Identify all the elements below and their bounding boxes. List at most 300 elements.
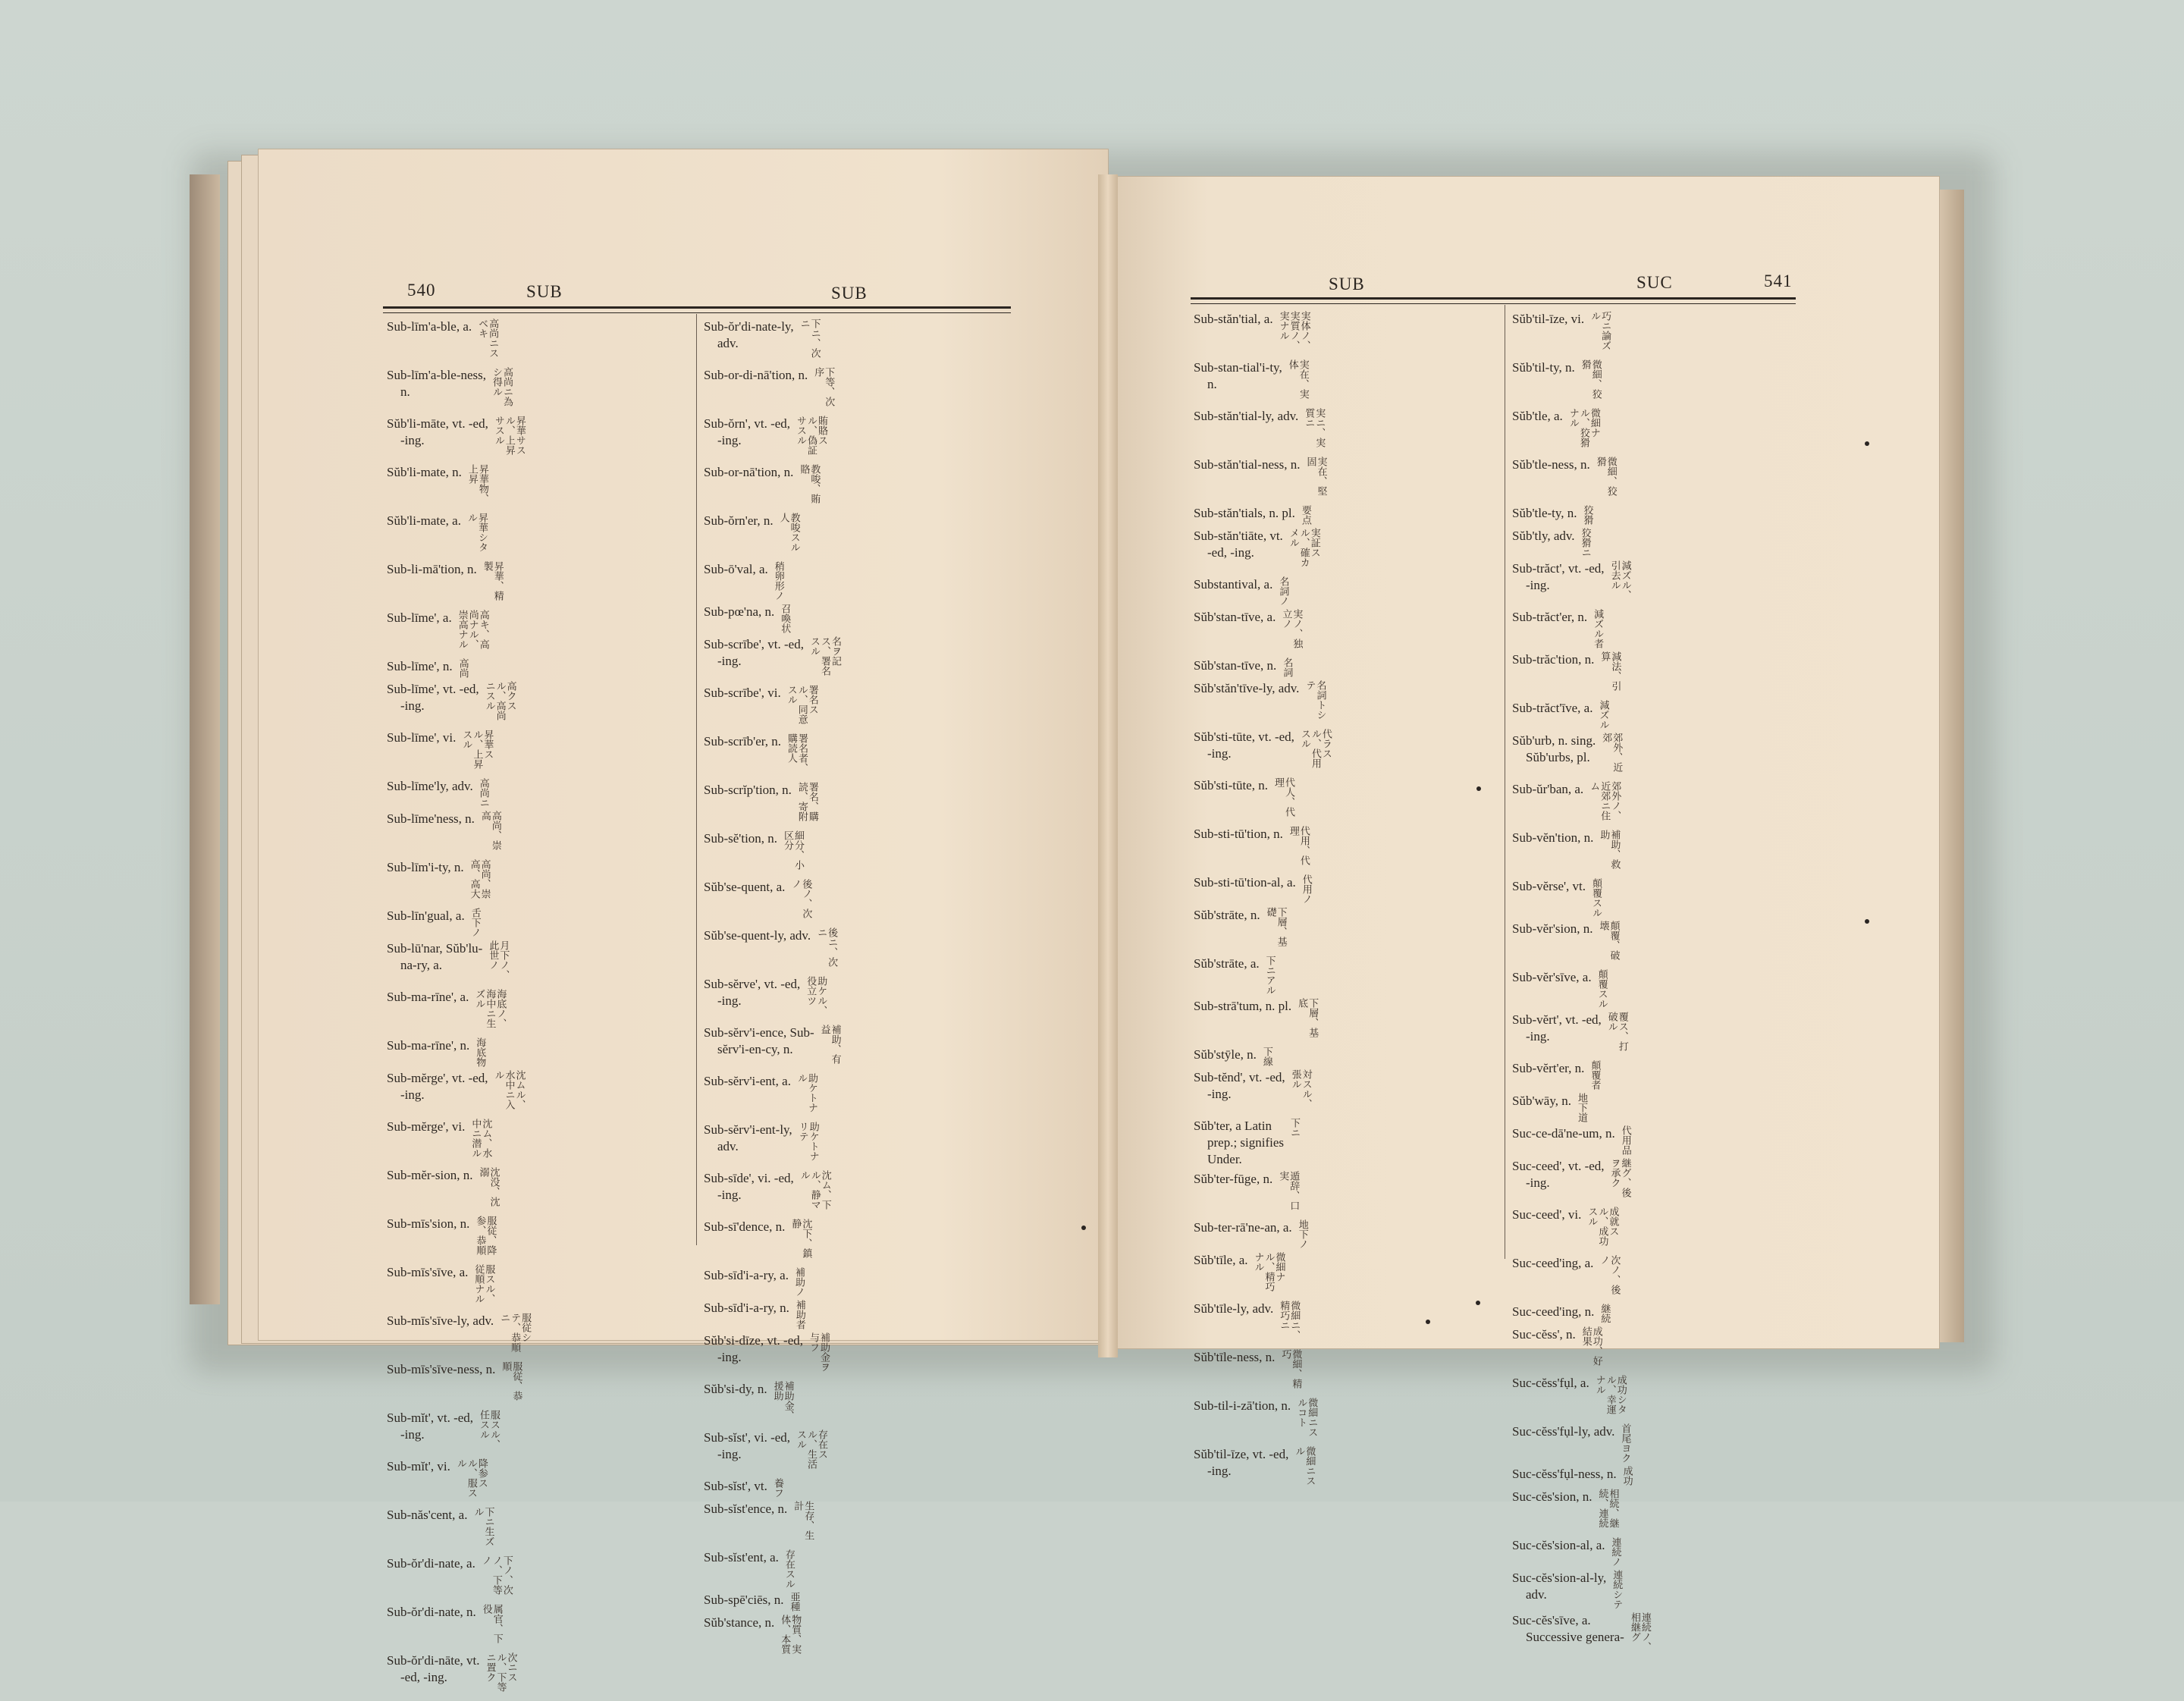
right-column-1 (1194, 311, 1497, 1495)
japanese-definition: 後ニ、次ニ (815, 927, 838, 967)
japanese-definition: 地下ノ (1296, 1219, 1308, 1249)
japanese-definition: 服従、降参、恭順 (474, 1216, 497, 1255)
entry-headword (1194, 528, 1283, 573)
japanese-definition: 下層、基底 (1296, 998, 1319, 1037)
entry-headword (387, 1070, 488, 1116)
dictionary-entry (1512, 1466, 1800, 1486)
entry-headword (387, 464, 462, 510)
japanese-definition: 昇華シタル (465, 513, 488, 552)
entry-headword (387, 1555, 475, 1601)
entry-headword (387, 561, 477, 607)
dictionary-entry (387, 730, 690, 775)
headword-text: Sŭb'tīle, a. (1194, 1253, 1248, 1267)
japanese-definition: 次ニスル、下等ニ置ク (484, 1652, 517, 1692)
japanese-definition: 降参スル、服スル (454, 1458, 488, 1498)
headword-text: Sub-ō'val, a. (704, 562, 768, 576)
entry-headword (1512, 878, 1586, 918)
dictionary-entry (1512, 1326, 1800, 1372)
entry-headword (1512, 528, 1575, 557)
dictionary-entry (1512, 781, 1800, 827)
entry-headword (1194, 609, 1276, 654)
headword-text: Sub-li-mā'tion, n. (387, 562, 477, 576)
entry-headword (1194, 1446, 1288, 1492)
left-column-2 (704, 319, 1007, 1663)
headword-text: Sub-ŏr'di-nate, a. (387, 1556, 475, 1571)
headword-text: Suc-cĕss'fụl-ly, adv. (1512, 1424, 1615, 1439)
japanese-definition: 成就スル、成功スル (1586, 1207, 1619, 1246)
headword-text: Sub-mīs'sīve-ly, adv. (387, 1313, 494, 1328)
entry-headword (1512, 609, 1587, 648)
headword-text: Sub-trăct'īve, a. (1512, 701, 1593, 715)
headword-text: Sŭb'li-mate, a. (387, 513, 461, 528)
japanese-definition: 微細、狡猾 (1579, 359, 1602, 399)
entry-headword (387, 1216, 469, 1261)
dictionary-entry (1194, 1171, 1497, 1216)
dictionary-entry (1512, 1060, 1800, 1090)
dictionary-entry (704, 1170, 1007, 1216)
entry-headword (1512, 505, 1577, 525)
entry-headword (387, 681, 479, 727)
headword-text: Sub-stăn'tial-ly, adv. (1194, 409, 1299, 423)
dictionary-entry (704, 1219, 1007, 1264)
entry-headword (704, 1267, 789, 1297)
dictionary-entry (704, 685, 1007, 730)
headword-text: Sub-mĭt', vi. (387, 1459, 450, 1473)
japanese-definition: 存在スル (783, 1549, 795, 1589)
dictionary-entry (1512, 1255, 1800, 1301)
right-page-number: 541 (1764, 271, 1793, 290)
headword-continuation: n. (400, 384, 410, 399)
dictionary-entry (387, 908, 690, 937)
headword-text: Sub-līn'gual, a. (387, 909, 465, 923)
headword-text: Sub-sĭst'ence, n. (704, 1502, 788, 1516)
entry-headword (1512, 1537, 1605, 1567)
headword-text: Sub-ma-rīne', n. (387, 1038, 470, 1053)
headword-continuation: -ing. (1526, 578, 1550, 592)
dictionary-entry (704, 1025, 1007, 1070)
entry-headword (1512, 1125, 1615, 1155)
entry-headword (1194, 826, 1283, 871)
japanese-definition: 顛覆スル (1596, 969, 1608, 1009)
entry-headword (1512, 560, 1605, 606)
dictionary-entry (704, 1073, 1007, 1119)
dictionary-entry (1512, 311, 1800, 356)
entry-headword (1512, 1012, 1602, 1057)
entry-headword (1194, 907, 1260, 952)
entry-headword (1512, 457, 1590, 502)
japanese-definition: 代人、代理 (1272, 777, 1294, 817)
headword-text: Sub-vĕrse', vt. (1512, 879, 1586, 893)
headword-text: Sub-mīs'sīve-ness, n. (387, 1362, 496, 1376)
dictionary-entry (704, 319, 1007, 364)
entry-headword (387, 416, 488, 461)
entry-headword (1512, 1158, 1605, 1204)
entry-headword (704, 1592, 784, 1612)
headword-continuation: Successive genera- (1526, 1630, 1624, 1644)
dictionary-entry (704, 733, 1007, 779)
entry-headword (704, 733, 781, 779)
entry-headword (704, 1332, 803, 1378)
headword-text: Sub-ŏr'di-nāte, vt. (387, 1653, 480, 1668)
dictionary-entry (704, 1478, 1007, 1498)
japanese-definition: 要点 (1299, 505, 1311, 525)
right-header-right: SUC (1636, 273, 1673, 292)
headword-text: Suc-ceed', vt. -ed, (1512, 1159, 1605, 1173)
dictionary-entry (704, 927, 1007, 973)
dictionary-entry (1512, 651, 1800, 697)
japanese-definition: 代用品 (1619, 1125, 1631, 1155)
headword-text: Sŭb'ter, a Latin (1194, 1119, 1272, 1133)
japanese-definition: 下線 (1260, 1047, 1272, 1066)
headword-text: Sub-sīde', vi. -ed, (704, 1171, 794, 1185)
japanese-definition: 召喚状 (779, 604, 791, 633)
japanese-definition: 次ノ、後ノ (1598, 1255, 1621, 1295)
dictionary-entry (1194, 1219, 1497, 1249)
japanese-definition: 相続、継続、連続 (1596, 1489, 1619, 1528)
headword-continuation: -ed, -ing. (1207, 545, 1254, 560)
entry-headword (387, 989, 469, 1034)
entry-headword (1512, 1093, 1571, 1122)
entry-headword (1194, 998, 1291, 1044)
headword-text: Sub-līme', vt. -ed, (387, 682, 479, 696)
dictionary-entry (387, 513, 690, 558)
headword-text: Sŭb'li-māte, vt. -ed, (387, 416, 488, 431)
japanese-definition: 下ニ、次ニ (798, 319, 821, 358)
japanese-definition: 下層、基礎 (1264, 907, 1287, 946)
dictionary-entry (1194, 576, 1497, 606)
entry-headword (1512, 830, 1593, 875)
headword-continuation: -ing. (400, 1427, 425, 1442)
dictionary-entry (704, 636, 1007, 682)
entry-headword (1512, 1375, 1589, 1420)
headword-text: Sub-mĕr-sion, n. (387, 1168, 473, 1182)
entry-headword (387, 730, 456, 775)
entry-headword (387, 1652, 480, 1698)
japanese-definition: 服スル、従順ナル (472, 1264, 495, 1304)
japanese-definition: 助ケル、役立ツ (805, 976, 827, 1015)
japanese-definition: 服従シテ、恭順ニ (498, 1313, 532, 1352)
headword-text: Sub-mīs'sion, n. (387, 1216, 470, 1231)
entry-headword (1512, 1255, 1593, 1301)
japanese-definition: 地下道 (1576, 1093, 1587, 1122)
dictionary-entry (387, 1037, 690, 1067)
dictionary-entry (704, 464, 1007, 510)
japanese-definition: 狡猾 (1581, 505, 1593, 525)
japanese-definition: 助ケトナル (795, 1073, 817, 1113)
japanese-definition: 後ノ、次ノ (789, 879, 812, 918)
headword-text: Suc-cĕss'fụl, a. (1512, 1376, 1589, 1390)
dictionary-entry (1512, 1158, 1800, 1204)
entry-headword (1512, 1570, 1606, 1609)
headword-continuation: Sŭb'urbs, pl. (1526, 750, 1590, 764)
japanese-definition: 連続ノ、相継グ (1628, 1612, 1651, 1652)
dictionary-entry (1194, 956, 1497, 995)
entry-headword (704, 879, 785, 924)
dictionary-entry (1512, 1093, 1800, 1122)
headword-text: Sub-ŏr'di-nate-ly, (704, 319, 794, 334)
entry-headword (387, 940, 482, 986)
headword-text: Sub-vĕn'tion, n. (1512, 830, 1594, 845)
dictionary-entry (704, 1381, 1007, 1426)
entry-headword (1194, 576, 1272, 606)
japanese-definition: 教唆スル人 (777, 513, 800, 552)
japanese-definition: 狡猾ニ (1579, 528, 1591, 557)
headword-text: Sub-scrĭp'tion, n. (704, 783, 792, 797)
entry-headword (704, 1478, 767, 1498)
headword-text: Sub-ŏrn'er, n. (704, 513, 774, 528)
entry-headword (1194, 1301, 1273, 1346)
entry-headword (387, 778, 473, 808)
entry-headword (1512, 408, 1563, 453)
headword-continuation: -ed, -ing. (400, 1670, 447, 1684)
dictionary-entry (1194, 680, 1497, 726)
entry-headword (704, 927, 811, 973)
headword-text: Sŭb'si-dy, n. (704, 1382, 767, 1396)
headword-continuation: -ing. (400, 698, 425, 713)
entry-headword (1512, 781, 1583, 827)
headword-continuation: sĕrv'i-en-cy, n. (717, 1042, 793, 1056)
left-column-1 (387, 319, 690, 1701)
dictionary-entry (1512, 1612, 1800, 1658)
paper-speck (1476, 786, 1481, 791)
japanese-definition: 存在スル、生活スル (795, 1430, 828, 1469)
entry-headword (1194, 1219, 1292, 1249)
dictionary-entry (704, 1332, 1007, 1378)
left-page-number: 540 (407, 281, 436, 300)
japanese-definition: 実ノ、独立ノ (1280, 609, 1303, 648)
headword-text: Sub-līm'i-ty, n. (387, 860, 464, 874)
entry-headword (387, 367, 486, 413)
headword-text: Sub-sĕrve', vt. -ed, (704, 977, 801, 991)
headword-continuation: -ing. (1526, 1029, 1550, 1044)
entry-headword (1512, 733, 1596, 778)
dictionary-entry (704, 1592, 1007, 1612)
entry-headword (1194, 777, 1268, 823)
dictionary-entry (1512, 1125, 1800, 1155)
headword-text: Sub-mĕrge', vi. (387, 1119, 466, 1134)
book-right-edge (1938, 190, 1964, 1342)
headword-text: Sub-līme', n. (387, 659, 453, 673)
japanese-definition: 服従、恭順 (500, 1361, 522, 1401)
dictionary-entry (704, 604, 1007, 633)
entry-headword (1194, 457, 1300, 502)
japanese-definition: 属官、下役 (480, 1604, 503, 1643)
dictionary-entry (1512, 1489, 1800, 1534)
headword-text: Sub-stan-tial'i-ty, (1194, 360, 1282, 375)
headword-text: Sub-scrībe', vt. -ed, (704, 637, 804, 651)
dictionary-entry (704, 1122, 1007, 1167)
dictionary-entry (1194, 359, 1497, 405)
headword-text: Sŭb'se-quent, a. (704, 880, 786, 894)
left-header-rule (383, 306, 1011, 313)
headword-text: Sub-trăct'er, n. (1512, 610, 1588, 624)
headword-text: Sŭb'sti-tūte, n. (1194, 778, 1268, 792)
japanese-definition: 下ニアル (1263, 956, 1276, 995)
dictionary-entry (1194, 1069, 1497, 1115)
entry-headword (1512, 969, 1592, 1009)
headword-text: Suc-ceed'ing, a. (1512, 1256, 1594, 1270)
entry-headword (704, 685, 781, 730)
japanese-definition: 連続シテ (1611, 1570, 1623, 1609)
japanese-definition: 名詞 (1281, 657, 1293, 677)
headword-text: Sub-lū'nar, Sŭb'lu- (387, 941, 483, 956)
headword-text: Suc-ceed'ing, n. (1512, 1304, 1595, 1319)
japanese-definition: 減ズル (1597, 700, 1609, 730)
headword-text: Sŭb'sti-tūte, vt. -ed, (1194, 730, 1294, 744)
dictionary-entry (704, 513, 1007, 558)
entry-headword (387, 658, 453, 678)
entry-headword (1512, 651, 1594, 697)
dictionary-entry (1512, 700, 1800, 730)
entry-headword (704, 416, 790, 461)
headword-text: Sub-sī'dence, n. (704, 1219, 786, 1234)
dictionary-entry (1512, 528, 1800, 557)
japanese-definition: 賄賂スル、偽証サスル (795, 416, 828, 455)
entry-headword (1512, 1489, 1592, 1534)
headword-text: Sŭb'tle, a. (1512, 409, 1563, 423)
japanese-definition: 下ノ、次ノ、下等ノ (479, 1555, 513, 1595)
headword-continuation: -ing. (400, 433, 425, 447)
japanese-definition: 微細ナル、精巧ナル (1252, 1252, 1285, 1291)
entry-headword (387, 1167, 472, 1213)
japanese-definition: 昇華スル、上昇スル (460, 730, 494, 769)
japanese-definition: 署名スル、同意スル (785, 685, 818, 724)
dictionary-entry (387, 859, 690, 905)
dictionary-entry (1194, 528, 1497, 573)
japanese-definition: 補助、有益 (818, 1025, 841, 1064)
japanese-definition: 沈下、鎮静 (789, 1219, 812, 1258)
entry-headword (1194, 359, 1282, 405)
dictionary-entry (1512, 560, 1800, 606)
headword-text: Sŭb'stance, n. (704, 1615, 775, 1630)
entry-headword (704, 464, 793, 510)
japanese-definition: 生存、生計 (792, 1501, 814, 1540)
japanese-definition: 名ヲ記ス、署名スル (808, 636, 841, 676)
headword-continuation: -ing. (1207, 1087, 1232, 1101)
dictionary-entry (387, 1167, 690, 1213)
japanese-definition: 減ズル、引去ル (1608, 560, 1631, 600)
paper-speck (1426, 1320, 1430, 1324)
dictionary-entry (1194, 1118, 1497, 1168)
headword-text: Sub-sti-tū'tion-al, a. (1194, 875, 1296, 890)
headword-text: Sŭb'tle-ness, n. (1512, 457, 1590, 472)
dictionary-entry (1512, 1207, 1800, 1252)
japanese-definition: 微細ニスルコト (1295, 1398, 1318, 1437)
dictionary-entry (1512, 609, 1800, 648)
entry-headword (1194, 1252, 1248, 1298)
headword-text: Sub-ter-rā'ne-an, a. (1194, 1220, 1292, 1235)
headword-text: Sub-ŏrn', vt. -ed, (704, 416, 791, 431)
headword-continuation: -ing. (717, 1447, 742, 1461)
entry-headword (704, 1073, 791, 1119)
japanese-definition: 微細ナル、狡猾ナル (1567, 408, 1600, 447)
entry-headword (704, 1219, 785, 1264)
entry-headword (704, 636, 804, 682)
japanese-definition: 実在、実体 (1286, 359, 1309, 399)
japanese-definition: 下等、次序 (812, 367, 835, 406)
dictionary-entry (1194, 826, 1497, 871)
headword-text: Sŭb'stan-tīve, a. (1194, 610, 1276, 624)
japanese-definition: 補助、救助 (1598, 830, 1621, 869)
japanese-definition: 細分、小区分 (782, 830, 805, 870)
dictionary-entry (387, 681, 690, 727)
headword-text: Sub-sīd'i-a-ry, a. (704, 1268, 789, 1282)
japanese-definition: 継続 (1599, 1304, 1611, 1323)
dictionary-entry (704, 1267, 1007, 1297)
dictionary-entry (1512, 1570, 1800, 1609)
entry-headword (1512, 1612, 1624, 1658)
entry-headword (704, 367, 808, 413)
left-column-divider (696, 314, 697, 1245)
dictionary-entry (1194, 1047, 1497, 1066)
dictionary-entry (387, 367, 690, 413)
dictionary-entry (387, 1652, 690, 1698)
dictionary-entry (1194, 1349, 1497, 1395)
dictionary-entry (1512, 505, 1800, 525)
entry-headword (387, 1361, 495, 1407)
entry-headword (704, 1170, 794, 1216)
headword-continuation: -ing. (717, 433, 742, 447)
entry-headword (387, 1604, 476, 1649)
dictionary-entry (1194, 1301, 1497, 1346)
japanese-definition: 補助ノ (792, 1267, 805, 1297)
entry-headword (1194, 874, 1296, 904)
entry-headword (1194, 1118, 1284, 1168)
entry-headword (1194, 505, 1295, 525)
paper-speck (1865, 441, 1869, 446)
dictionary-entry (387, 1313, 690, 1358)
japanese-definition: 物質、実体、本質 (779, 1615, 802, 1654)
headword-text: Sub-trăc'tion, n. (1512, 652, 1595, 667)
headword-text: Sub-mĕrge', vt. -ed, (387, 1071, 488, 1085)
japanese-definition: 補助金ヲ与フ (808, 1332, 830, 1372)
entry-headword (1194, 1069, 1285, 1115)
entry-headword (387, 1264, 468, 1310)
dictionary-entry (387, 610, 690, 655)
japanese-definition: 服スル、任スル (478, 1410, 500, 1449)
right-header-rule (1191, 297, 1796, 304)
japanese-definition: 署名者、購読人 (786, 733, 808, 773)
japanese-definition: 教唆、賄賂 (798, 464, 821, 504)
headword-continuation: -ing. (1207, 746, 1232, 761)
japanese-definition: 顛覆者 (1589, 1060, 1601, 1090)
entry-headword (387, 513, 461, 558)
dictionary-entry (387, 1458, 690, 1504)
headword-text: Sŭb'strāte, n. (1194, 908, 1260, 922)
headword-text: Sub-vĕr'sion, n. (1512, 921, 1593, 936)
entry-headword (704, 976, 800, 1022)
dictionary-entry (387, 1119, 690, 1164)
japanese-definition: 亜種 (788, 1592, 800, 1612)
book-left-edge (190, 174, 220, 1304)
entry-headword (1194, 1349, 1275, 1395)
headword-continuation: -ing. (717, 993, 742, 1008)
entry-headword (1512, 1304, 1594, 1323)
headword-text: Sub-vĕrt'er, n. (1512, 1061, 1585, 1075)
headword-text: Sub-ŭr'ban, a. (1512, 782, 1584, 796)
japanese-definition: 沈ム、水中ニ潜ル (469, 1119, 492, 1158)
japanese-definition: 減ズル者 (1592, 609, 1604, 648)
japanese-definition: 沈没、沈溺 (477, 1167, 500, 1207)
headword-text: Sub-ŏr'di-nate, n. (387, 1605, 476, 1619)
entry-headword (1512, 359, 1575, 405)
entry-headword (704, 1381, 767, 1426)
dictionary-entry (1512, 1375, 1800, 1420)
japanese-definition: 高尚ニ (477, 778, 489, 808)
entry-headword (704, 561, 768, 601)
japanese-definition: 沈ムル、水中ニ入ル (492, 1070, 526, 1109)
headword-continuation: Under. (1207, 1152, 1242, 1166)
